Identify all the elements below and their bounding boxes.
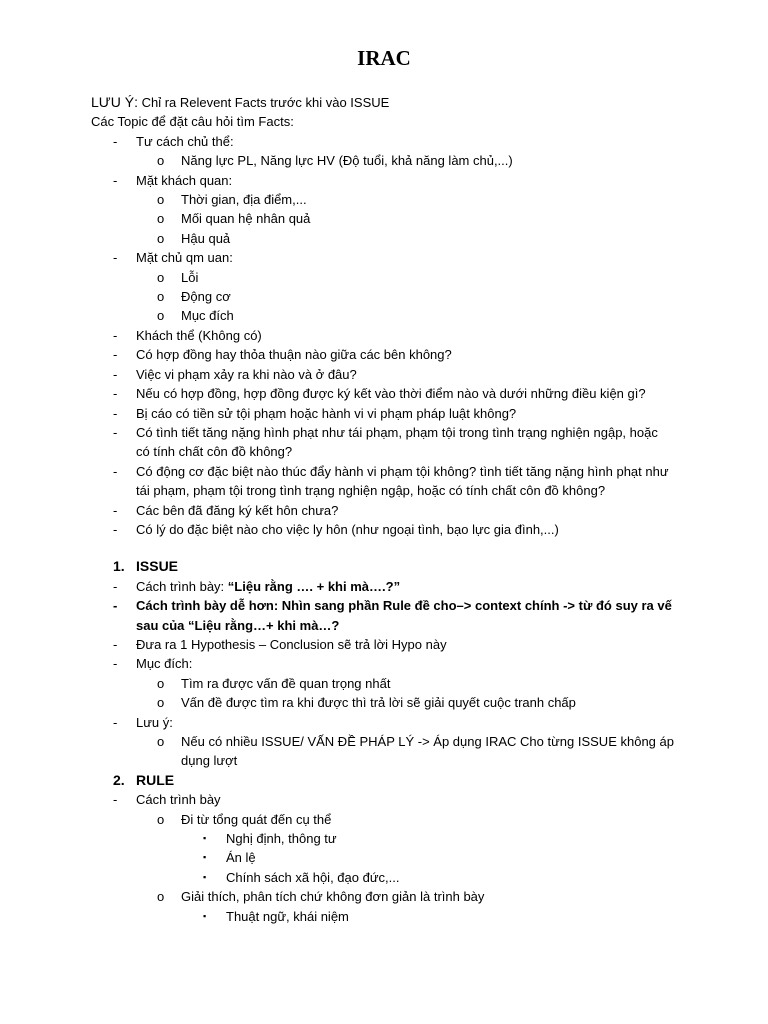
topic-item: - Mặt khách quan:	[91, 171, 676, 190]
rule-subsubitem: ▪ Án lệ	[91, 848, 676, 867]
topic-subitem: o Hậu quả	[91, 229, 676, 248]
issue-item: - Đưa ra 1 Hypothesis – Conclusion sẽ trả lời Hypo này	[91, 635, 676, 654]
rule-item: - Cách trình bày	[91, 790, 676, 809]
square-bullet-icon: ▪	[203, 833, 207, 844]
issue-subitem: o Tìm ra được vấn đề quan trọng nhất	[91, 674, 676, 693]
circle-bullet: o	[157, 230, 165, 246]
dash-bullet: -	[113, 578, 118, 594]
document-title: IRAC	[357, 46, 411, 70]
circle-bullet: o	[157, 269, 165, 285]
issue-item: - Cách trình bày dễ hơn: Nhìn sang phần Rule đề cho–> context chính -> từ đó suy ra vế sau của “Liệu rằng…+ khi mà…?	[113, 598, 672, 633]
issue-subitem: o Nếu có nhiều ISSUE/ VẤN ĐỀ PHÁP LÝ -> Áp dụng IRAC Cho từng ISSUE không áp dụng lượt	[157, 734, 674, 769]
rule-subsubitem: ▪ Thuật ngữ, khái niệm	[91, 907, 676, 926]
circle-bullet: o	[157, 192, 165, 208]
note-label: LƯU Ý:	[91, 94, 138, 110]
topic-item: - Nếu có hợp đồng, hợp đồng được ký kết vào thời điểm nào và dưới những điều kiện gì?	[91, 384, 676, 403]
topic-subitem: o Mục đích	[91, 306, 676, 325]
section-issue-heading: 1. ISSUE	[91, 557, 676, 576]
topic-item: - Bị cáo có tiền sử tội phạm hoặc hành vi vi phạm pháp luật không?	[91, 404, 676, 423]
circle-bullet: o	[157, 734, 165, 749]
dash-bullet: -	[113, 424, 118, 440]
rule-subsubitem: ▪ Nghị định, thông tư	[91, 829, 676, 848]
document-body	[91, 93, 676, 926]
dash-bullet: -	[113, 598, 118, 614]
dash-bullet: -	[113, 405, 118, 421]
square-bullet-icon: ▪	[203, 871, 207, 882]
rule-subitem: o Đi từ tổng quát đến cụ thể	[91, 810, 676, 829]
square-bullet-icon: ▪	[203, 910, 207, 921]
section-number: 2.	[113, 771, 125, 788]
topic-item: - Có lý do đặc biệt nào cho việc ly hôn (như ngoại tình, bạo lực gia đình,...)	[91, 520, 676, 539]
circle-bullet: o	[157, 308, 165, 324]
circle-bullet: o	[157, 153, 165, 169]
dash-bullet: -	[113, 327, 118, 343]
dash-bullet: -	[113, 463, 118, 479]
topic-item: - Tư cách chủ thể:	[91, 132, 676, 151]
issue-item: - Cách trình bày: “Liệu rằng …. + khi mà….?”	[91, 577, 676, 596]
topics-intro: Các Topic để đặt câu hỏi tìm Facts:	[91, 114, 294, 130]
topic-subitem: o Mối quan hệ nhân quả	[91, 209, 676, 228]
dash-bullet: -	[113, 172, 118, 188]
dash-bullet: -	[113, 792, 118, 808]
topic-item: - Có tình tiết tăng nặng hình phạt như tái phạm, phạm tội trong tình trạng nghiện ngập, hoặc có tính chất côn đồ không?	[113, 424, 658, 460]
note-text: Chỉ ra Relevent Facts trước khi vào ISSUE	[137, 95, 390, 110]
dash-bullet: -	[113, 347, 118, 363]
topic-subitem: o Thời gian, địa điểm,...	[91, 190, 676, 209]
dash-bullet: -	[113, 133, 118, 149]
dash-bullet: -	[113, 250, 118, 266]
circle-bullet: o	[157, 675, 165, 691]
circle-bullet: o	[157, 695, 165, 711]
dash-bullet: -	[113, 656, 118, 672]
topic-item: - Khách thể (Không có)	[91, 326, 676, 345]
dash-bullet: -	[113, 366, 118, 382]
dash-bullet: -	[113, 386, 118, 402]
topic-item: - Có hợp đồng hay thỏa thuận nào giữa các bên không?	[91, 345, 676, 364]
circle-bullet: o	[157, 889, 165, 905]
rule-subsubitem: ▪ Chính sách xã hội, đạo đức,...	[91, 868, 676, 887]
dash-bullet: -	[113, 714, 118, 730]
topic-subitem: o Lỗi	[91, 268, 676, 287]
topic-item: - Các bên đã đăng ký kết hôn chưa?	[91, 501, 676, 520]
circle-bullet: o	[157, 811, 165, 827]
dash-bullet: -	[113, 636, 118, 652]
topic-item: - Việc vi phạm xảy ra khi nào và ở đâu?	[91, 365, 676, 384]
dash-bullet: -	[113, 521, 118, 537]
note-line	[91, 93, 676, 112]
section-rule-heading: 2. RULE	[91, 771, 676, 790]
rule-subitem: o Giải thích, phân tích chứ không đơn giản là trình bày	[91, 887, 676, 906]
issue-item: - Lưu ý:	[91, 713, 676, 732]
topic-item: - Có động cơ đặc biệt nào thúc đẩy hành vi phạm tội không? tình tiết tăng nặng hình phạt như tái phạm, phạm tội trong tình trạng nghiện ngập, hoặc có tính chất côn đồ không?	[113, 463, 669, 499]
circle-bullet: o	[157, 211, 165, 227]
topic-item: - Mặt chủ qm uan:	[91, 248, 676, 267]
topic-subitem: o Động cơ	[91, 287, 676, 306]
issue-item: - Mục đích:	[91, 654, 676, 673]
square-bullet-icon: ▪	[203, 852, 207, 863]
topic-subitem: o Năng lực PL, Năng lực HV (Độ tuổi, khả năng làm chủ,...)	[91, 151, 676, 170]
circle-bullet: o	[157, 289, 165, 305]
issue-subitem: o Vấn đề được tìm ra khi được thì trả lời sẽ giải quyết cuộc tranh chấp	[91, 693, 676, 712]
dash-bullet: -	[113, 502, 118, 518]
section-number: 1.	[113, 558, 125, 575]
